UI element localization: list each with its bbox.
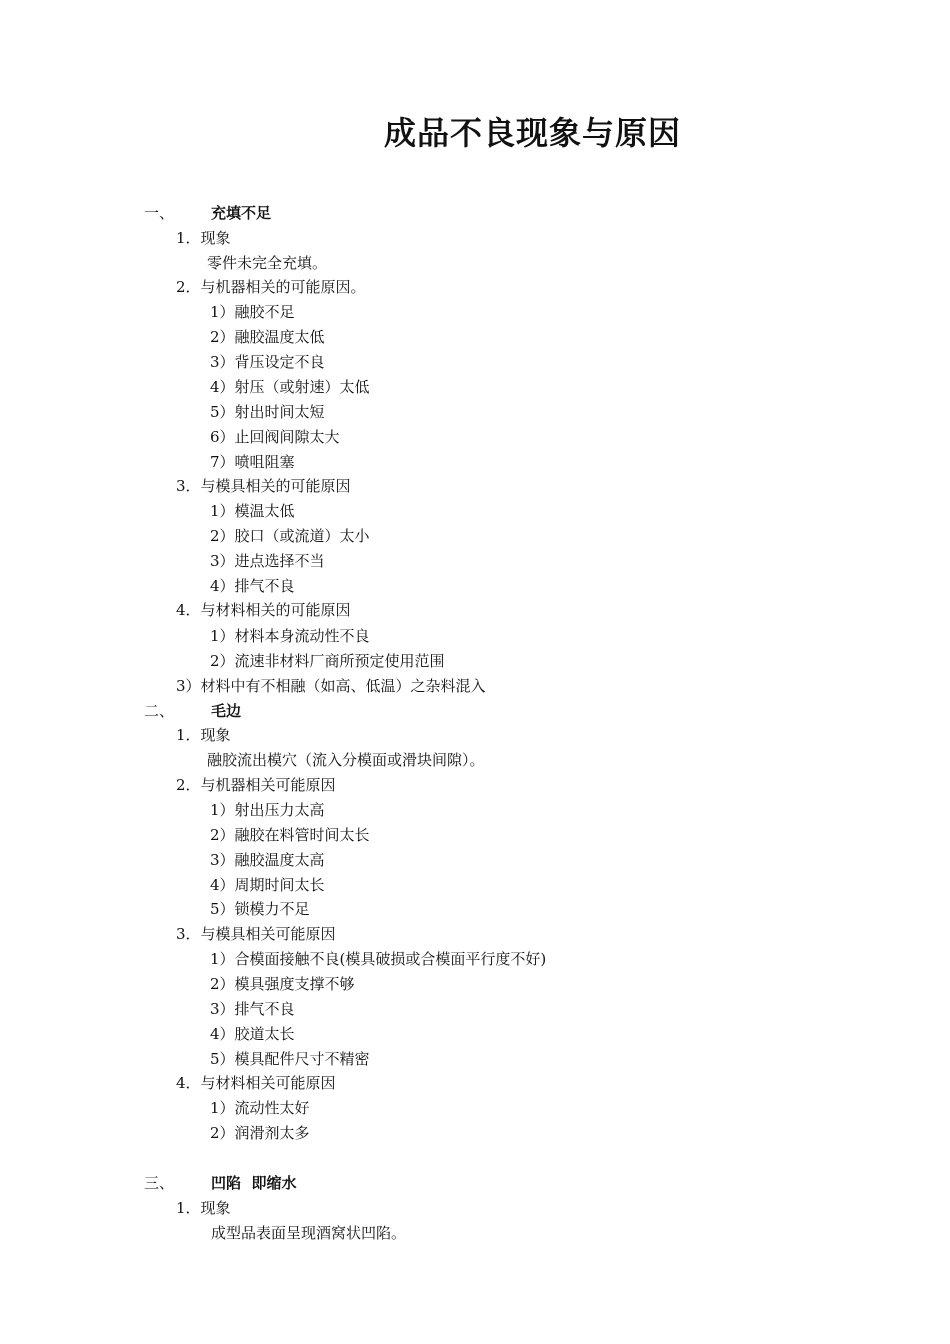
section-number: 一、 [144,204,175,222]
list-item: 3．与模具相关可能原因 [176,925,336,943]
list-item: 5）锁模力不足 [210,900,310,918]
list-item: 2）胶口（或流道）太小 [210,527,370,545]
list-item: 1．现象 [176,726,231,744]
list-item: 4）排气不良 [210,577,295,595]
list-item: 3）背压设定不良 [210,353,325,371]
section-number: 三、 [144,1174,175,1192]
list-item: 1）材料本身流动性不良 [210,627,370,645]
list-item: 1）融胶不足 [210,303,295,321]
list-item: 1）流动性太好 [210,1099,310,1117]
list-item: 1．现象 [176,229,231,247]
list-item: 3）融胶温度太高 [210,851,325,869]
list-item: 零件未完全充填。 [207,254,328,272]
list-item: 4．与材料相关可能原因 [176,1074,336,1092]
section-title: 充填不足 [211,204,272,222]
list-item: 1）模温太低 [210,502,295,520]
list-item: 2）润滑剂太多 [210,1124,310,1142]
list-item: 1．现象 [176,1199,231,1217]
list-item: 3．与模具相关的可能原因 [176,477,351,495]
list-item: 1）射出压力太高 [210,801,325,819]
list-item: 2）融胶温度太低 [210,328,325,346]
list-item: 4．与材料相关的可能原因 [176,601,351,619]
list-item: 3）材料中有不相融（如高、低温）之杂料混入 [176,677,486,695]
section-title: 毛边 [211,702,242,720]
list-item: 3）进点选择不当 [210,552,325,570]
section-number: 二、 [144,702,175,720]
list-item: 2．与机器相关可能原因 [176,776,336,794]
list-item: 5）模具配件尺寸不精密 [210,1050,370,1068]
list-item: 1）合模面接触不良(模具破损或合模面平行度不好) [210,950,547,968]
list-item: 4）周期时间太长 [210,876,325,894]
list-item: 4）射压（或射速）太低 [210,378,370,396]
list-item: 成型品表面呈现酒窝状凹陷。 [211,1224,407,1242]
page-title: 成品不良现象与原因 [384,114,682,152]
list-item: 6）止回阀间隙太大 [210,428,340,446]
list-item: 4）胶道太长 [210,1025,295,1043]
list-item: 7）喷咀阻塞 [210,453,295,471]
list-item: 2）流速非材料厂商所预定使用范围 [210,652,445,670]
list-item: 融胶流出模穴（流入分模面或滑块间隙）。 [207,751,485,769]
list-item: 5）射出时间太短 [210,403,325,421]
list-item: 2．与机器相关的可能原因。 [176,278,366,296]
section-title: 凹陷 即缩水 [211,1174,297,1192]
list-item: 3）排气不良 [210,1000,295,1018]
list-item: 2）融胶在料管时间太长 [210,826,370,844]
list-item: 2）模具强度支撑不够 [210,975,355,993]
